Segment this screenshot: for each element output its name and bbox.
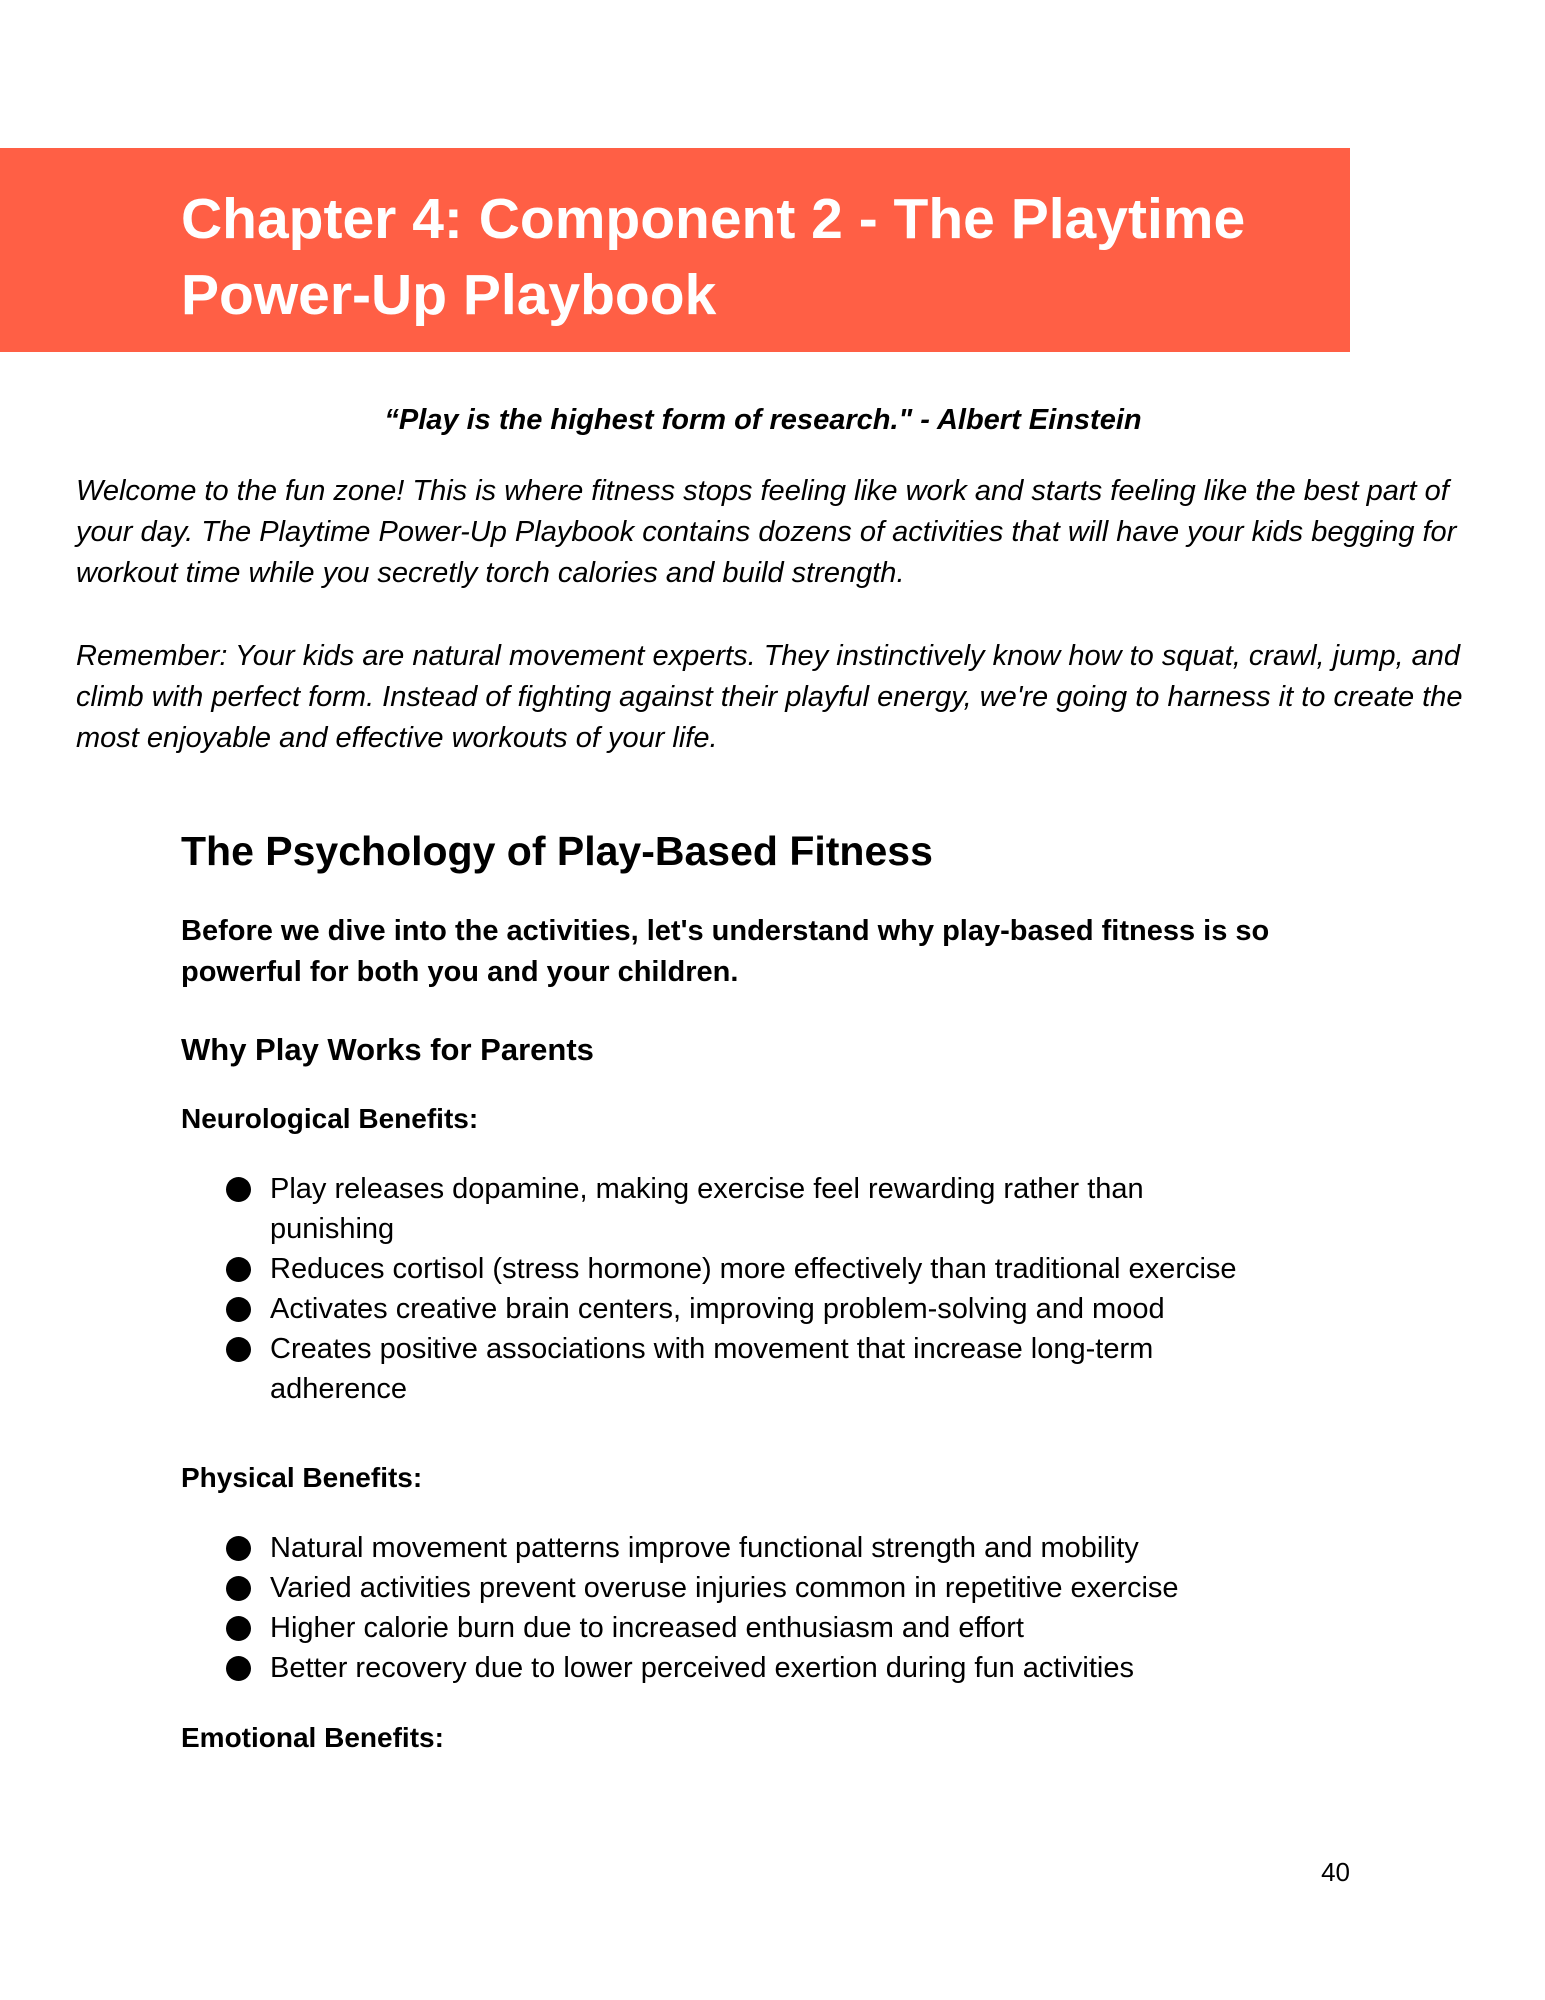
list-item-text: Better recovery due to lower perceived exertion during fun activities <box>270 1652 1134 1684</box>
list-item-text: Higher calorie burn due to increased enthusiasm and effort <box>270 1612 1024 1644</box>
bullet-icon <box>226 1297 251 1322</box>
section-lead: Before we dive into the activities, let's understand why play-based fitness is so powerful for both you and your children. <box>181 915 1270 988</box>
list-item-text: Varied activities prevent overuse injuries common in repetitive exercise <box>270 1572 1179 1604</box>
neurological-benefits-heading: Neurological Benefits: <box>181 1103 479 1134</box>
bullet-icon <box>226 1536 251 1561</box>
list-item <box>226 1648 1256 1688</box>
chapter-title: Chapter 4: Component 2 - The Playtime Power-Up Playbook <box>181 187 1246 327</box>
bullet-icon <box>226 1337 251 1362</box>
bullet-icon <box>226 1177 251 1202</box>
emotional-benefits-heading: Emotional Benefits: <box>181 1722 444 1753</box>
page-number: 40 <box>1321 1857 1350 1887</box>
chapter-banner <box>0 148 1350 352</box>
intro-paragraph-1: Welcome to the fun zone! This is where fitness stops feeling like work and starts feeling like the best part of your day. The Playtime Power-Up Playbook contains dozens of activities that will have your kids begging for workout time while you secretly torch calories and build strength. <box>76 475 1457 589</box>
physical-benefits-list <box>226 1528 1256 1688</box>
list-item-text: Creates positive associations with movement that increase long-term adherence <box>270 1333 1154 1405</box>
bullet-icon <box>226 1576 251 1601</box>
list-item <box>226 1249 1256 1289</box>
list-item-text: Reduces cortisol (stress hormone) more effectively than traditional exercise <box>270 1253 1237 1285</box>
list-item-text: Activates creative brain centers, improving problem-solving and mood <box>270 1293 1165 1325</box>
list-item-text: Natural movement patterns improve functional strength and mobility <box>270 1532 1139 1564</box>
neurological-benefits-list <box>226 1169 1256 1409</box>
list-item <box>226 1329 1256 1409</box>
list-item <box>226 1568 1256 1608</box>
list-item <box>226 1608 1256 1648</box>
physical-benefits-heading: Physical Benefits: <box>181 1462 423 1493</box>
list-item <box>226 1289 1256 1329</box>
section-heading: The Psychology of Play-Based Fitness <box>181 828 933 874</box>
list-item-text: Play releases dopamine, making exercise feel rewarding rather than punishing <box>270 1173 1144 1245</box>
bullet-icon <box>226 1616 251 1641</box>
bullet-icon <box>226 1656 251 1681</box>
list-item <box>226 1169 1256 1249</box>
subsection-heading: Why Play Works for Parents <box>181 1032 594 1067</box>
epigraph-quote: “Play is the highest form of research." - Albert Einstein <box>384 404 1142 436</box>
list-item <box>226 1528 1256 1568</box>
intro-paragraph-2: Remember: Your kids are natural movement experts. They instinctively know how to squat, crawl, jump, and climb with perfect form. Instead of fighting against their playful energy, we're going to harness it to create the most enjoyable and effective workouts of your life. <box>76 640 1463 754</box>
bullet-icon <box>226 1257 251 1282</box>
